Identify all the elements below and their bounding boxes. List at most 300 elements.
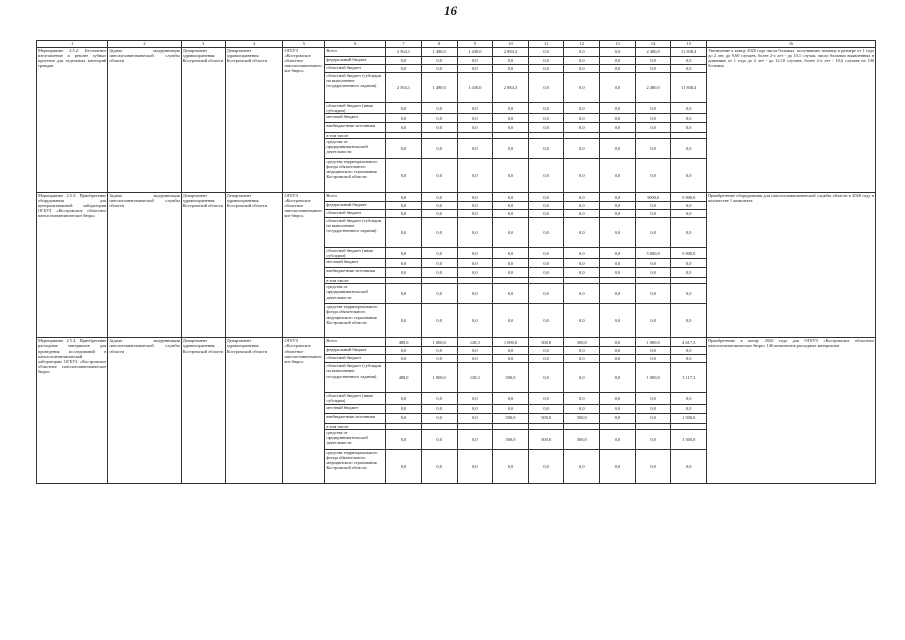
amount-cell: 0,0	[564, 57, 600, 65]
funding-source-label: внебюджетные источники	[325, 268, 386, 278]
amount-cell: 0,0	[528, 139, 564, 159]
amount-cell: 0,0	[421, 202, 457, 210]
amount-cell: 0,0	[421, 304, 457, 338]
amount-cell: 0,0	[671, 210, 707, 218]
amount-cell: 0,0	[671, 159, 707, 193]
amount-cell: 1 000,0	[635, 363, 671, 393]
amount-cell: 0,0	[635, 210, 671, 218]
funding-source-label: областной бюджет	[325, 355, 386, 363]
amount-cell: 2 564,1	[386, 73, 422, 103]
amount-cell: 0,0	[528, 393, 564, 404]
amount-cell: 0,0	[457, 202, 493, 210]
amount-cell: 0,0	[671, 218, 707, 248]
amount-cell: 0,0	[564, 284, 600, 304]
amount-cell: 0,0	[386, 139, 422, 159]
funding-source-label: средства территориального фонда обязательного медицинского страхования Костромской области	[325, 304, 386, 338]
amount-cell: 5 000,0	[635, 248, 671, 259]
amount-cell: 0,0	[386, 413, 422, 423]
amount-cell: 0,0	[421, 159, 457, 193]
amount-cell: 0,0	[421, 103, 457, 114]
amount-cell: 0,0	[493, 103, 529, 114]
amount-cell: 0,0	[386, 65, 422, 73]
recipient-cell: ОГБУЗ «Костромское областное патологоанатомическое бюро»	[283, 338, 325, 483]
amount-cell: 0,0	[386, 429, 422, 449]
column-number: 12	[564, 41, 600, 48]
amount-cell: 0,0	[528, 304, 564, 338]
amount-cell: 500,0	[493, 363, 529, 393]
column-number: 13	[600, 41, 636, 48]
table-row	[37, 48, 876, 57]
expected-result-cell: Приобретение оборудования для патологоанатомической службы области в 2020 году в количестве 1 комплекта	[707, 193, 876, 338]
funding-source-label: Всего	[325, 338, 386, 347]
task-cell: Задача: модернизация патологоанатомической службы области	[108, 48, 181, 193]
amount-cell: 0,0	[564, 65, 600, 73]
amount-cell: 0,0	[386, 404, 422, 413]
amount-cell: 1 500,0	[671, 413, 707, 423]
amount-cell: 0,0	[528, 114, 564, 123]
budget-table	[36, 40, 876, 484]
amount-cell: 0,0	[457, 355, 493, 363]
amount-cell: 0,0	[600, 404, 636, 413]
amount-cell: 0,0	[493, 202, 529, 210]
amount-cell: 0,0	[457, 218, 493, 248]
amount-cell: 0,0	[457, 347, 493, 355]
amount-cell: 0,0	[600, 363, 636, 393]
amount-cell: 0,0	[421, 193, 457, 202]
executor-cell: Департамент здравоохранения Костромской области	[181, 338, 225, 483]
executor-cell: Департамент здравоохранения Костромской области	[181, 193, 225, 338]
amount-cell: 0,0	[564, 48, 600, 57]
amount-cell: 0,0	[635, 429, 671, 449]
amount-cell: 0,0	[457, 248, 493, 259]
amount-cell: 0,0	[564, 449, 600, 483]
amount-cell: 0,0	[386, 159, 422, 193]
funding-source-label: областной бюджет	[325, 210, 386, 218]
funding-source-label: областной бюджет (субсидии на выполнение государственного задания)	[325, 218, 386, 248]
amount-cell: 0,0	[386, 57, 422, 65]
event-cell: Мероприятие 2.5.3. Приобретение оборудования для централизованной лаборатории ОГБУЗ «Костромское областное патологоанатомическое бюро»	[37, 193, 108, 338]
funding-source-label: федеральный бюджет	[325, 202, 386, 210]
amount-cell: 0,0	[600, 193, 636, 202]
executor-cell: Департамент здравоохранения Костромской области	[181, 48, 225, 193]
amount-cell: 0,0	[421, 413, 457, 423]
amount-cell: 0,0	[386, 449, 422, 483]
amount-cell: 3 117,3	[671, 363, 707, 393]
amount-cell: 0,0	[528, 202, 564, 210]
amount-cell: 0,0	[635, 259, 671, 268]
funding-source-label: в том числе:	[325, 278, 386, 284]
amount-cell: 0,0	[635, 304, 671, 338]
amount-cell: 0,0	[421, 65, 457, 73]
amount-cell: 0,0	[493, 210, 529, 218]
amount-cell: 0,0	[635, 202, 671, 210]
amount-cell: 0,0	[421, 259, 457, 268]
amount-cell: 0,0	[457, 193, 493, 202]
column-number: 14	[635, 41, 671, 48]
amount-cell: 0,0	[457, 404, 493, 413]
amount-cell: 0,0	[635, 268, 671, 278]
amount-cell: 5 000,0	[671, 248, 707, 259]
amount-cell: 0,0	[493, 347, 529, 355]
amount-cell: 0,0	[528, 193, 564, 202]
amount-cell: 0,0	[386, 123, 422, 133]
amount-cell: 0,0	[493, 57, 529, 65]
amount-cell: 0,0	[635, 65, 671, 73]
amount-cell: 0,0	[421, 210, 457, 218]
column-number: 8	[421, 41, 457, 48]
amount-cell: 0,0	[457, 103, 493, 114]
amount-cell: 0,0	[386, 103, 422, 114]
amount-cell: 0,0	[421, 404, 457, 413]
amount-cell: 0,0	[564, 363, 600, 393]
amount-cell: 0,0	[457, 123, 493, 133]
amount-cell: 0,0	[386, 202, 422, 210]
amount-cell: 0,0	[564, 259, 600, 268]
amount-cell: 0,0	[671, 202, 707, 210]
column-number: 4	[225, 41, 283, 48]
amount-cell: 128,3	[457, 363, 493, 393]
amount-cell: 0,0	[457, 159, 493, 193]
task-cell: Задача: модернизация патологоанатомической службы области	[108, 338, 181, 483]
column-number: 11	[528, 41, 564, 48]
amount-cell: 0,0	[493, 114, 529, 123]
amount-cell: 0,0	[386, 304, 422, 338]
amount-cell: 0,0	[493, 268, 529, 278]
funding-source-label: внебюджетные источники	[325, 123, 386, 133]
amount-cell: 0,0	[564, 114, 600, 123]
recipient-cell: ОГБУЗ «Костромское областное патологоанатомическое бюро»	[283, 193, 325, 338]
amount-cell: 5000,0	[635, 193, 671, 202]
amount-cell: 0,0	[600, 48, 636, 57]
amount-cell: 0,0	[564, 103, 600, 114]
amount-cell: 0,0	[493, 449, 529, 483]
amount-cell: 0,0	[600, 304, 636, 338]
amount-cell: 1 480,0	[421, 73, 457, 103]
funding-source-label: федеральный бюджет	[325, 347, 386, 355]
amount-cell: 0,0	[635, 449, 671, 483]
amount-cell: 0,0	[457, 210, 493, 218]
amount-cell: 0,0	[457, 413, 493, 423]
column-number: 10	[493, 41, 529, 48]
coexecutor-cell: Департамент здравоохранения Костромской области	[225, 48, 283, 193]
amount-cell: 0,0	[493, 304, 529, 338]
amount-cell: 500,0	[528, 338, 564, 347]
amount-cell: 489,0	[386, 363, 422, 393]
funding-source-label: в том числе:	[325, 133, 386, 139]
funding-source-label: местный бюджет	[325, 404, 386, 413]
amount-cell: 0,0	[528, 73, 564, 103]
amount-cell: 0,0	[493, 159, 529, 193]
amount-cell: 0,0	[564, 123, 600, 133]
amount-cell: 0,0	[457, 65, 493, 73]
amount-cell: 0,0	[671, 404, 707, 413]
amount-cell: 0,0	[421, 284, 457, 304]
funding-source-label: средства от предпринимательской деятельности	[325, 139, 386, 159]
amount-cell: 0,0	[671, 65, 707, 73]
amount-cell: 0,0	[528, 48, 564, 57]
amount-cell: 0,0	[564, 210, 600, 218]
amount-cell: 0,0	[493, 218, 529, 248]
amount-cell: 0,0	[600, 248, 636, 259]
amount-cell: 128,3	[457, 338, 493, 347]
amount-cell: 0,0	[600, 259, 636, 268]
amount-cell: 0,0	[386, 114, 422, 123]
amount-cell: 0,0	[635, 159, 671, 193]
page-number: 16	[444, 3, 457, 18]
amount-cell: 0,0	[671, 393, 707, 404]
task-cell: Задача: модернизация патологоанатомической службы области	[108, 193, 181, 338]
amount-cell: 500,0	[564, 429, 600, 449]
amount-cell: 0,0	[600, 268, 636, 278]
amount-cell: 0,0	[635, 413, 671, 423]
amount-cell: 0,0	[600, 103, 636, 114]
event-cell: Мероприятие 2.5.4. Приобретение расходных материалов для проведения исследований в патологоанатомической лаборатории ОГБУЗ «Костромское областное патологоанатомическое бюро»	[37, 338, 108, 483]
amount-cell: 2 884,3	[493, 73, 529, 103]
amount-cell: 0,0	[493, 355, 529, 363]
amount-cell: 2 480,0	[635, 48, 671, 57]
amount-cell: 0,0	[635, 355, 671, 363]
amount-cell: 0,0	[671, 139, 707, 159]
amount-cell: 0,0	[564, 268, 600, 278]
amount-cell: 0,0	[457, 393, 493, 404]
amount-cell: 0,0	[564, 218, 600, 248]
amount-cell: 0,0	[600, 202, 636, 210]
column-number: 1	[37, 41, 108, 48]
amount-cell: 0,0	[528, 210, 564, 218]
amount-cell: 0,0	[386, 268, 422, 278]
amount-cell: 1 000,0	[493, 338, 529, 347]
amount-cell: 0,0	[671, 123, 707, 133]
amount-cell: 0,0	[528, 248, 564, 259]
amount-cell: 0,0	[671, 103, 707, 114]
amount-cell: 0,0	[528, 404, 564, 413]
funding-source-label: областной бюджет (субсидии на выполнение государственного задания)	[325, 73, 386, 103]
amount-cell: 0,0	[600, 65, 636, 73]
coexecutor-cell: Департамент здравоохранения Костромской области	[225, 193, 283, 338]
amount-cell: 0,0	[493, 393, 529, 404]
column-number: 6	[325, 41, 386, 48]
amount-cell: 0,0	[386, 355, 422, 363]
amount-cell: 4 617,3	[671, 338, 707, 347]
amount-cell: 0,0	[564, 202, 600, 210]
amount-cell: 0,0	[528, 65, 564, 73]
funding-source-label: средства от предпринимательской деятельности	[325, 284, 386, 304]
amount-cell: 0,0	[386, 347, 422, 355]
amount-cell: 0,0	[421, 268, 457, 278]
amount-cell: 0,0	[600, 57, 636, 65]
amount-cell: 0,0	[421, 248, 457, 259]
amount-cell: 0,0	[457, 259, 493, 268]
amount-cell: 1 430,0	[457, 48, 493, 57]
amount-cell: 0,0	[564, 347, 600, 355]
amount-cell: 0,0	[457, 304, 493, 338]
amount-cell: 0,0	[457, 57, 493, 65]
expected-result-cell: Приобретение к концу 2020 года для ОГБУЗ «Костромское областное патологоанатомическое бюро» 146 комплектов расходных материалов	[707, 338, 876, 483]
amount-cell: 0,0	[386, 210, 422, 218]
amount-cell: 0,0	[671, 57, 707, 65]
amount-cell: 0,0	[457, 284, 493, 304]
amount-cell: 5 000,0	[671, 193, 707, 202]
amount-cell: 11 838,4	[671, 73, 707, 103]
amount-cell: 0,0	[528, 103, 564, 114]
funding-source-label: областной бюджет	[325, 65, 386, 73]
amount-cell: 0,0	[600, 123, 636, 133]
amount-cell: 0,0	[635, 284, 671, 304]
table-row	[37, 338, 876, 347]
funding-source-label: Всего	[325, 193, 386, 202]
amount-cell: 0,0	[493, 65, 529, 73]
amount-cell: 0,0	[600, 218, 636, 248]
amount-cell: 0,0	[386, 393, 422, 404]
amount-cell: 1 480,0	[421, 48, 457, 57]
amount-cell: 0,0	[493, 259, 529, 268]
column-number: 7	[386, 41, 422, 48]
funding-source-label: областной бюджет (иные субсидии)	[325, 393, 386, 404]
column-number: 2	[108, 41, 181, 48]
amount-cell: 0,0	[528, 268, 564, 278]
funding-source-label: местный бюджет	[325, 114, 386, 123]
expected-result-cell: Увеличение к концу 2020 года числа больных, получивших помощь в размере от 1 года до 2 лет, до 9,60 случаев, более 2-х лет - до 10,1 случая, число больных выявленных в динамике от 1 года до 2 лет - до 12,10 случаев, более 2-х лет - 10,6 случаев на 100 больных	[707, 48, 876, 193]
amount-cell: 500,0	[493, 413, 529, 423]
amount-cell: 0,0	[493, 123, 529, 133]
funding-source-label: внебюджетные источники	[325, 413, 386, 423]
amount-cell: 0,0	[457, 429, 493, 449]
amount-cell: 0,0	[457, 268, 493, 278]
amount-cell: 489,0	[386, 338, 422, 347]
amount-cell: 0,0	[671, 284, 707, 304]
funding-source-label: областной бюджет (субсидии на выполнение государственного задания)	[325, 363, 386, 393]
amount-cell: 0,0	[600, 355, 636, 363]
amount-cell: 0,0	[528, 284, 564, 304]
amount-cell: 0,0	[600, 413, 636, 423]
amount-cell: 0,0	[600, 284, 636, 304]
funding-source-label: областной бюджет (иные субсидии)	[325, 248, 386, 259]
amount-cell: 0,0	[528, 355, 564, 363]
amount-cell: 0,0	[493, 404, 529, 413]
amount-cell: 0,0	[528, 347, 564, 355]
amount-cell: 0,0	[600, 114, 636, 123]
amount-cell: 0,0	[671, 304, 707, 338]
amount-cell: 0,0	[600, 393, 636, 404]
amount-cell: 0,0	[421, 449, 457, 483]
amount-cell: 0,0	[421, 393, 457, 404]
amount-cell: 0,0	[528, 363, 564, 393]
amount-cell: 0,0	[600, 159, 636, 193]
amount-cell: 0,0	[528, 57, 564, 65]
amount-cell: 1 500,0	[671, 429, 707, 449]
amount-cell: 0,0	[457, 114, 493, 123]
funding-source-label: средства от предпринимательской деятельности	[325, 429, 386, 449]
amount-cell: 0,0	[600, 338, 636, 347]
amount-cell: 0,0	[528, 218, 564, 248]
amount-cell: 0,0	[386, 284, 422, 304]
amount-cell: 2 884,3	[493, 48, 529, 57]
amount-cell: 0,0	[421, 139, 457, 159]
amount-cell: 0,0	[421, 429, 457, 449]
amount-cell: 0,0	[671, 355, 707, 363]
amount-cell: 0,0	[528, 449, 564, 483]
column-number: 5	[283, 41, 325, 48]
amount-cell: 500,0	[528, 429, 564, 449]
funding-source-label: Всего	[325, 48, 386, 57]
amount-cell: 0,0	[671, 449, 707, 483]
funding-source-label: в том числе:	[325, 423, 386, 429]
amount-cell: 0,0	[528, 159, 564, 193]
column-number: 15	[671, 41, 707, 48]
amount-cell: 0,0	[564, 404, 600, 413]
table-row	[37, 193, 876, 202]
amount-cell: 11 838,4	[671, 48, 707, 57]
column-number: 16	[707, 41, 876, 48]
amount-cell: 0,0	[386, 193, 422, 202]
amount-cell: 0,0	[600, 429, 636, 449]
amount-cell: 0,0	[600, 449, 636, 483]
amount-cell: 0,0	[600, 347, 636, 355]
amount-cell: 1 000,0	[421, 338, 457, 347]
amount-cell: 500,0	[493, 429, 529, 449]
amount-cell: 0,0	[671, 259, 707, 268]
amount-cell: 0,0	[635, 347, 671, 355]
amount-cell: 0,0	[564, 248, 600, 259]
column-number: 9	[457, 41, 493, 48]
amount-cell: 0,0	[600, 139, 636, 159]
amount-cell: 0,0	[564, 73, 600, 103]
recipient-cell: ОГБУЗ «Костромское областное патологоанатомическое бюро»	[283, 48, 325, 193]
amount-cell: 0,0	[635, 393, 671, 404]
amount-cell: 0,0	[600, 73, 636, 103]
amount-cell: 0,0	[671, 268, 707, 278]
funding-source-label: средства территориального фонда обязательного медицинского страхования Костромской области	[325, 159, 386, 193]
amount-cell: 0,0	[386, 259, 422, 268]
coexecutor-cell: Департамент здравоохранения Костромской области	[225, 338, 283, 483]
amount-cell: 0,0	[421, 114, 457, 123]
amount-cell: 0,0	[493, 248, 529, 259]
amount-cell: 1 000,0	[635, 338, 671, 347]
event-cell: Мероприятие 2.5.2. Бесплатное изготовление и ремонт зубных протезов для отдельных категорий граждан	[37, 48, 108, 193]
amount-cell: 0,0	[421, 347, 457, 355]
amount-cell: 0,0	[635, 103, 671, 114]
funding-source-label: областной бюджет (иные субсидии)	[325, 103, 386, 114]
amount-cell: 1 430,0	[457, 73, 493, 103]
amount-cell: 0,0	[493, 139, 529, 159]
amount-cell: 0,0	[386, 218, 422, 248]
amount-cell: 2 480,0	[635, 73, 671, 103]
funding-source-label: федеральный бюджет	[325, 57, 386, 65]
funding-source-label: средства территориального фонда обязательного медицинского страхования Костромской области	[325, 449, 386, 483]
amount-cell: 500,0	[528, 413, 564, 423]
amount-cell: 0,0	[671, 347, 707, 355]
amount-cell: 1 000,0	[421, 363, 457, 393]
amount-cell: 0,0	[386, 248, 422, 259]
amount-cell: 0,0	[635, 139, 671, 159]
amount-cell: 0,0	[493, 284, 529, 304]
amount-cell: 0,0	[635, 114, 671, 123]
amount-cell: 0,0	[635, 123, 671, 133]
amount-cell: 0,0	[564, 393, 600, 404]
amount-cell: 0,0	[564, 355, 600, 363]
funding-source-label: местный бюджет	[325, 259, 386, 268]
column-number: 3	[181, 41, 225, 48]
amount-cell: 0,0	[564, 304, 600, 338]
amount-cell: 0,0	[635, 404, 671, 413]
column-number-row	[37, 41, 876, 48]
amount-cell: 0,0	[457, 139, 493, 159]
amount-cell: 0,0	[564, 193, 600, 202]
amount-cell: 0,0	[421, 57, 457, 65]
amount-cell: 0,0	[457, 449, 493, 483]
amount-cell: 0,0	[493, 193, 529, 202]
amount-cell: 0,0	[635, 218, 671, 248]
